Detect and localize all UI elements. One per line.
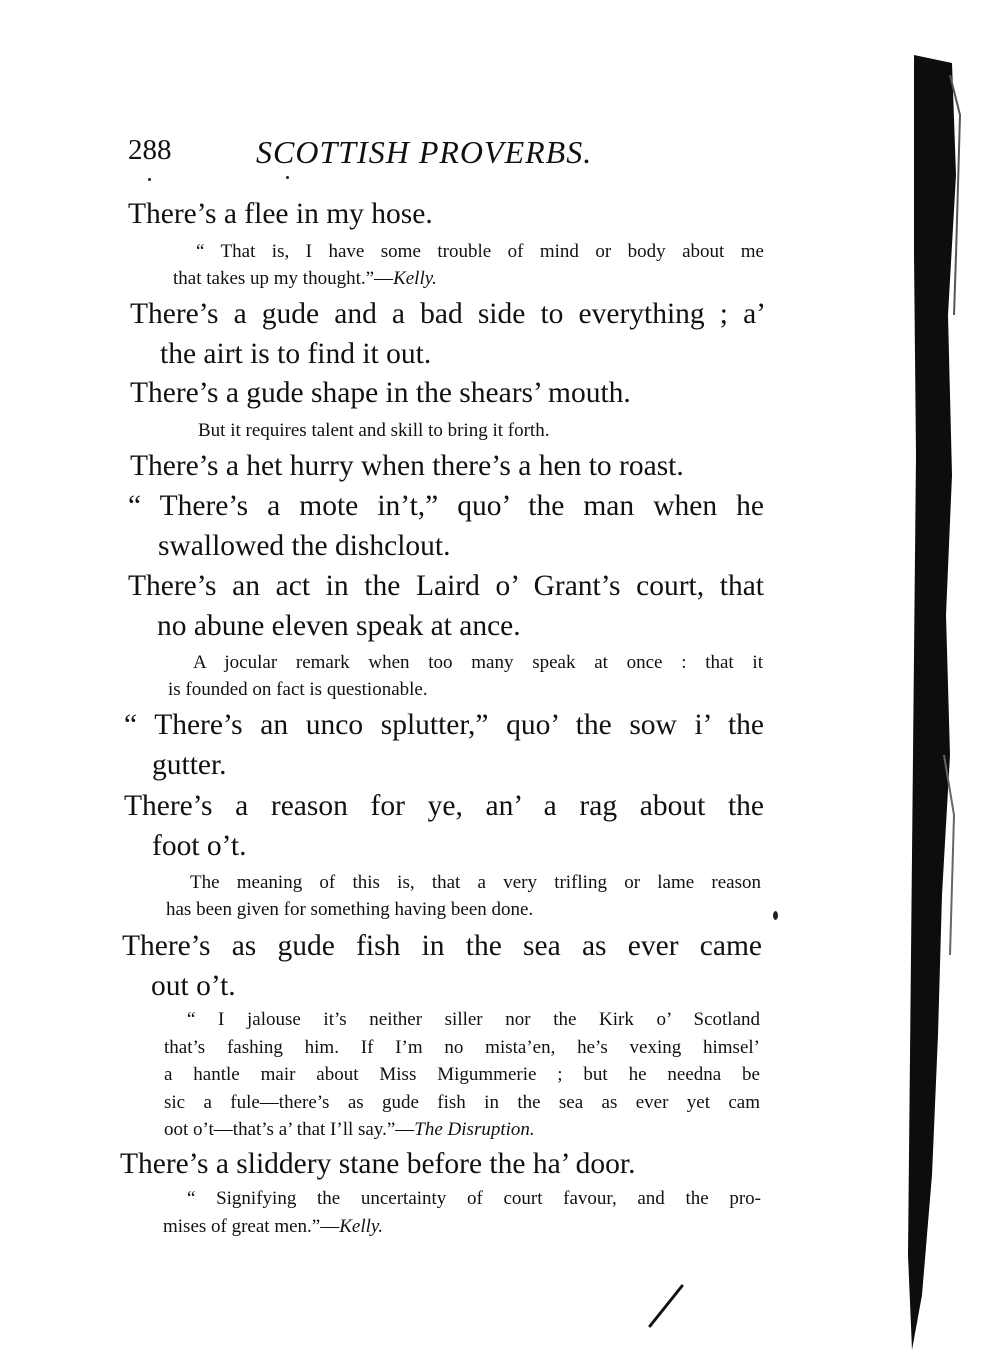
proverb-line: “ There’s an unco splutter,” quo’ the sow i’ the [124,709,764,741]
stray-pen-mark [646,1284,686,1328]
proverb-line: There’s a reason for ye, an’ a rag about the [124,790,764,822]
running-header [128,128,688,172]
note-line: The meaning of this is, that a very trifling or lame reason [190,872,761,893]
page-number: 288 [128,134,172,166]
proverb-line: There’s a het hurry when there’s a hen to roast. [130,450,684,482]
ink-speck [286,176,289,179]
note-line: that’s fashing him. If I’m no mista’en, he’s vexing himsel’ [164,1037,760,1058]
proverb-line: There’s a gude shape in the shears’ mouth. [130,377,631,409]
proverb-line: There’s as gude fish in the sea as ever came [122,930,762,962]
proverb-line: There’s a gude and a bad side to everything ; a’ [130,298,766,330]
note-citation: Kelly. [393,268,437,289]
proverb-line: swallowed the dishclout. [158,530,451,562]
proverb-line: out o’t. [151,970,236,1002]
note-line: oot o’t—that’s a’ that I’ll say.”—The Disruption. [164,1119,535,1140]
note-line: But it requires talent and skill to bring it forth. [198,420,550,441]
note-line: is founded on fact is questionable. [168,679,428,700]
note-line: mises of great men.”—Kelly. [163,1216,384,1237]
proverb-line: There’s a sliddery stane before the ha’ door. [120,1148,636,1180]
proverb-line: “ There’s a mote in’t,” quo’ the man when he [128,490,764,522]
note-line: “ I jalouse it’s neither siller nor the Kirk o’ Scotland [187,1009,760,1030]
note-line: has been given for something having been done. [166,899,534,920]
note-line: “ Signifying the uncertainty of court favour, and the pro- [187,1188,761,1209]
proverb-line: There’s an act in the Laird o’ Grant’s court, that [128,570,764,602]
proverb-line: no abune eleven speak at ance. [157,610,521,642]
note-line: A jocular remark when too many speak at once : that it [193,652,763,673]
binding-shadow [904,55,962,1350]
note-citation: Kelly. [339,1216,384,1237]
note-citation: The Disruption. [414,1119,535,1140]
proverb-line: foot o’t. [152,830,247,862]
running-title: SCOTTISH PROVERBS. [256,134,593,170]
proverb-line: There’s a flee in my hose. [128,198,433,230]
note-line: sic a fule—there’s as gude fish in the sea as ever yet cam [164,1092,760,1113]
note-line: a hantle mair about Miss Migummerie ; but he needna be [164,1064,760,1085]
note-line: “ That is, I have some trouble of mind or body about me [196,241,764,262]
proverb-line: the airt is to find it out. [160,338,432,370]
ink-speck [148,178,151,181]
proverb-line: gutter. [152,749,227,781]
note-line: that takes up my thought.”—Kelly. [173,268,437,289]
ink-speck [773,911,778,920]
